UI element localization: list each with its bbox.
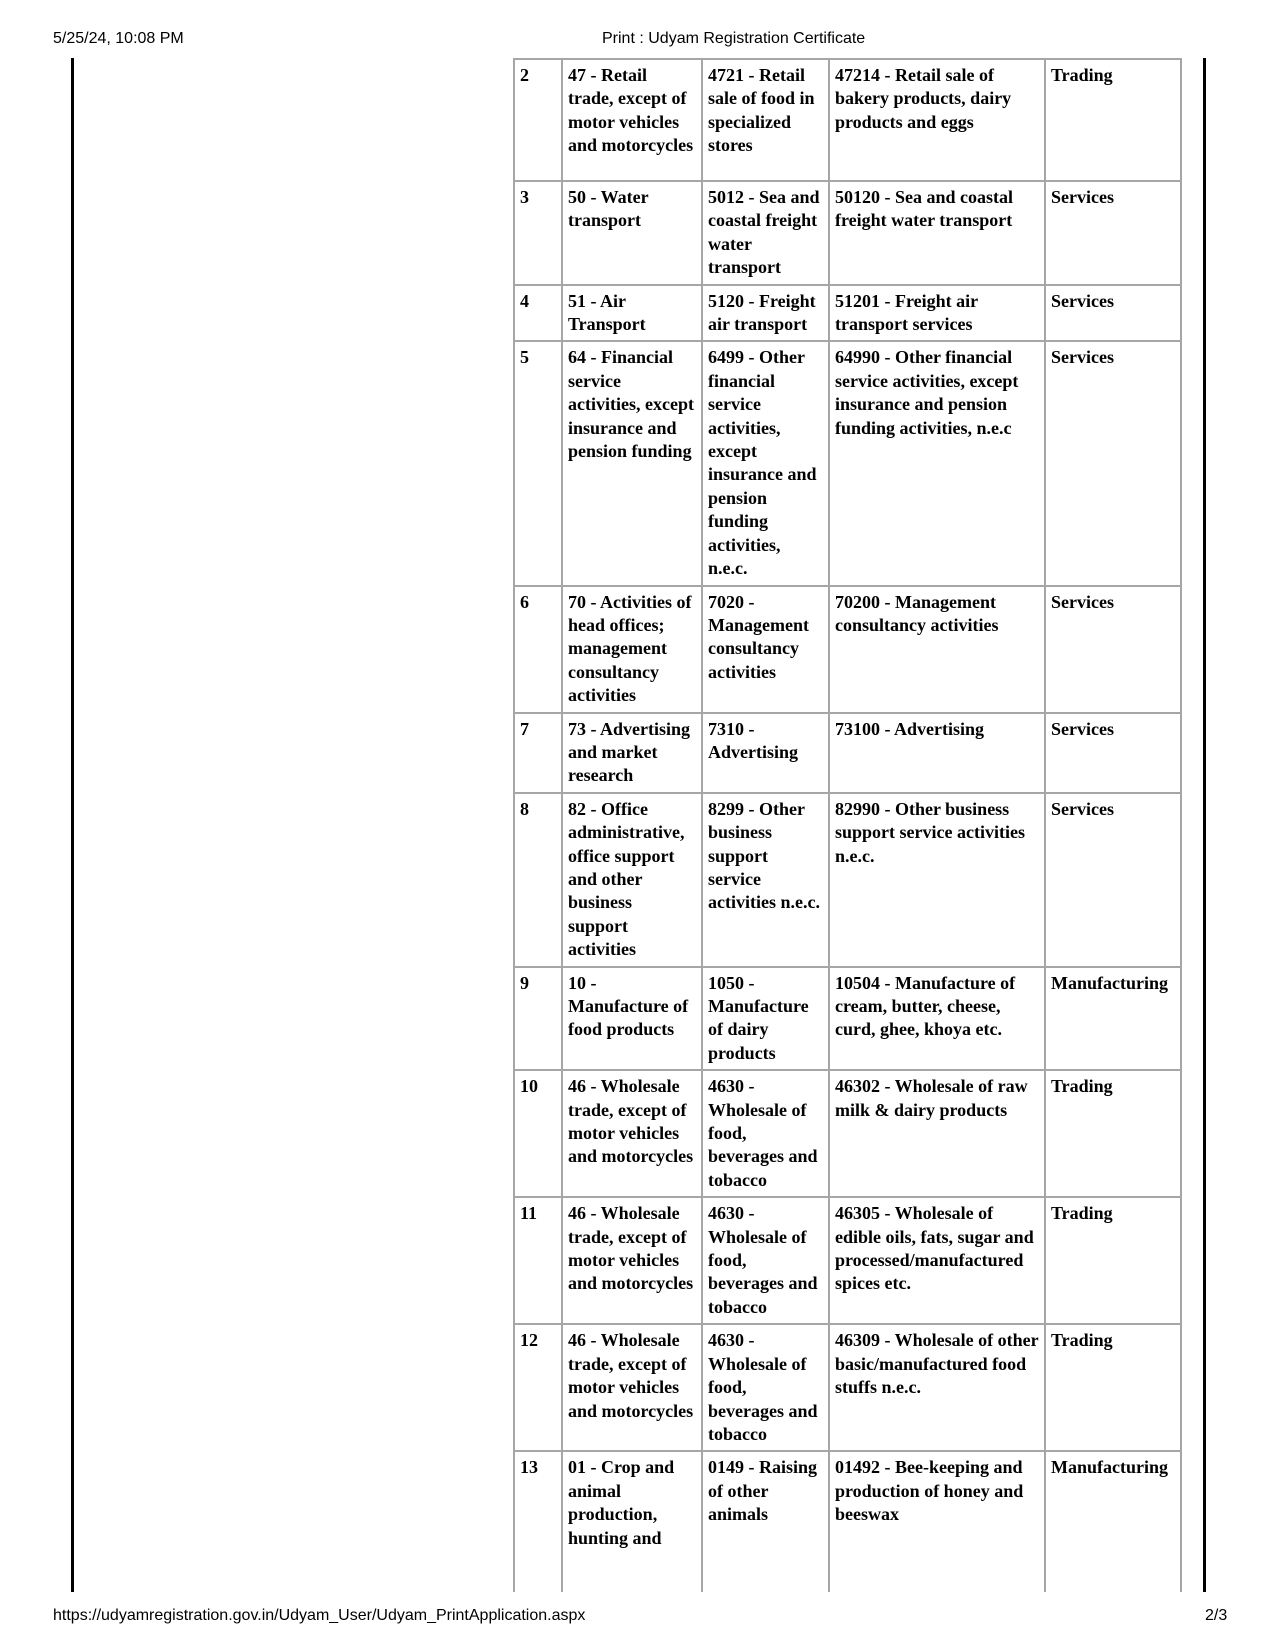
page-url: https://udyamregistration.gov.in/Udyam_User/Udyam_PrintApplication.aspx <box>53 1607 586 1624</box>
activity-cell: Services <box>1044 340 1182 584</box>
nic-5-digit-cell: 64990 - Other financial service activities, except insurance and pension funding activities, n.e.c <box>828 340 1044 584</box>
nic-4-digit-cell: 4630 - Wholesale of food, beverages and tobacco <box>701 1069 828 1196</box>
nic-5-digit-cell: 50120 - Sea and coastal freight water transport <box>828 180 1044 284</box>
activity-cell: Manufacturing <box>1044 966 1182 1070</box>
activity-cell: Services <box>1044 585 1182 712</box>
table-row <box>513 966 1182 1070</box>
nic-5-digit-cell: 46309 - Wholesale of other basic/manufactured food stuffs n.e.c. <box>828 1323 1044 1450</box>
nic-4-digit-cell: 8299 - Other business support service activities n.e.c. <box>701 792 828 966</box>
print-timestamp: 5/25/24, 10:08 PM <box>53 30 184 47</box>
nic-2-digit-cell: 46 - Wholesale trade, except of motor vehicles and motorcycles <box>561 1323 701 1450</box>
activity-cell: Trading <box>1044 1196 1182 1323</box>
nic-4-digit-cell: 0149 - Raising of other animals <box>701 1450 828 1592</box>
table-row <box>513 585 1182 712</box>
activity-cell: Services <box>1044 180 1182 284</box>
table-row <box>513 1450 1182 1592</box>
nic-4-digit-cell: 5120 - Freight air transport <box>701 284 828 341</box>
nic-4-digit-cell: 4721 - Retail sale of food in specialized stores <box>701 58 828 180</box>
table-row <box>513 58 1182 180</box>
nic-5-digit-cell: 10504 - Manufacture of cream, butter, cheese, curd, ghee, khoya etc. <box>828 966 1044 1070</box>
nic-2-digit-cell: 82 - Office administrative, office support and other business support activities <box>561 792 701 966</box>
activity-cell: Services <box>1044 284 1182 341</box>
nic-2-digit-cell: 47 - Retail trade, except of motor vehicles and motorcycles <box>561 58 701 180</box>
activity-cell: Trading <box>1044 1323 1182 1450</box>
activity-cell: Services <box>1044 712 1182 792</box>
table-row <box>513 284 1182 341</box>
nic-2-digit-cell: 10 - Manufacture of food products <box>561 966 701 1070</box>
nic-2-digit-cell: 01 - Crop and animal production, hunting and <box>561 1450 701 1592</box>
nic-2-digit-cell: 50 - Water transport <box>561 180 701 284</box>
serial-number-cell: 12 <box>513 1323 561 1450</box>
nic-5-digit-cell: 70200 - Management consultancy activities <box>828 585 1044 712</box>
serial-number-cell: 11 <box>513 1196 561 1323</box>
serial-number-cell: 3 <box>513 180 561 284</box>
page-number: 2/3 <box>1205 1607 1228 1624</box>
nic-4-digit-cell: 7310 - Advertising <box>701 712 828 792</box>
serial-number-cell: 10 <box>513 1069 561 1196</box>
nic-4-digit-cell: 5012 - Sea and coastal freight water transport <box>701 180 828 284</box>
nic-code-table-container <box>513 58 1182 1592</box>
serial-number-cell: 5 <box>513 340 561 584</box>
nic-2-digit-cell: 51 - Air Transport <box>561 284 701 341</box>
serial-number-cell: 6 <box>513 585 561 712</box>
table-row <box>513 340 1182 584</box>
nic-4-digit-cell: 7020 - Management consultancy activities <box>701 585 828 712</box>
nic-2-digit-cell: 46 - Wholesale trade, except of motor vehicles and motorcycles <box>561 1069 701 1196</box>
nic-5-digit-cell: 46305 - Wholesale of edible oils, fats, sugar and processed/manufactured spices etc. <box>828 1196 1044 1323</box>
nic-5-digit-cell: 01492 - Bee-keeping and production of honey and beeswax <box>828 1450 1044 1592</box>
nic-5-digit-cell: 47214 - Retail sale of bakery products, dairy products and eggs <box>828 58 1044 180</box>
nic-2-digit-cell: 73 - Advertising and market research <box>561 712 701 792</box>
left-border-line <box>71 58 74 1592</box>
right-border-line <box>1203 58 1206 1592</box>
table-row <box>513 792 1182 966</box>
serial-number-cell: 7 <box>513 712 561 792</box>
nic-code-table <box>513 58 1182 1592</box>
nic-2-digit-cell: 70 - Activities of head offices; management consultancy activities <box>561 585 701 712</box>
table-row <box>513 712 1182 792</box>
activity-cell: Trading <box>1044 58 1182 180</box>
nic-4-digit-cell: 4630 - Wholesale of food, beverages and tobacco <box>701 1196 828 1323</box>
activity-cell: Manufacturing <box>1044 1450 1182 1592</box>
nic-2-digit-cell: 46 - Wholesale trade, except of motor vehicles and motorcycles <box>561 1196 701 1323</box>
nic-4-digit-cell: 4630 - Wholesale of food, beverages and tobacco <box>701 1323 828 1450</box>
nic-5-digit-cell: 46302 - Wholesale of raw milk & dairy products <box>828 1069 1044 1196</box>
nic-5-digit-cell: 73100 - Advertising <box>828 712 1044 792</box>
activity-cell: Services <box>1044 792 1182 966</box>
nic-2-digit-cell: 64 - Financial service activities, except insurance and pension funding <box>561 340 701 584</box>
nic-4-digit-cell: 1050 - Manufacture of dairy products <box>701 966 828 1070</box>
nic-5-digit-cell: 82990 - Other business support service activities n.e.c. <box>828 792 1044 966</box>
table-row <box>513 1069 1182 1196</box>
table-row <box>513 1196 1182 1323</box>
serial-number-cell: 9 <box>513 966 561 1070</box>
activity-cell: Trading <box>1044 1069 1182 1196</box>
table-row <box>513 1323 1182 1450</box>
page-title: Print : Udyam Registration Certificate <box>602 30 866 47</box>
serial-number-cell: 13 <box>513 1450 561 1592</box>
table-row <box>513 180 1182 284</box>
serial-number-cell: 8 <box>513 792 561 966</box>
nic-4-digit-cell: 6499 - Other financial service activities, except insurance and pension funding activities, n.e.c. <box>701 340 828 584</box>
nic-5-digit-cell: 51201 - Freight air transport services <box>828 284 1044 341</box>
serial-number-cell: 2 <box>513 58 561 180</box>
serial-number-cell: 4 <box>513 284 561 341</box>
